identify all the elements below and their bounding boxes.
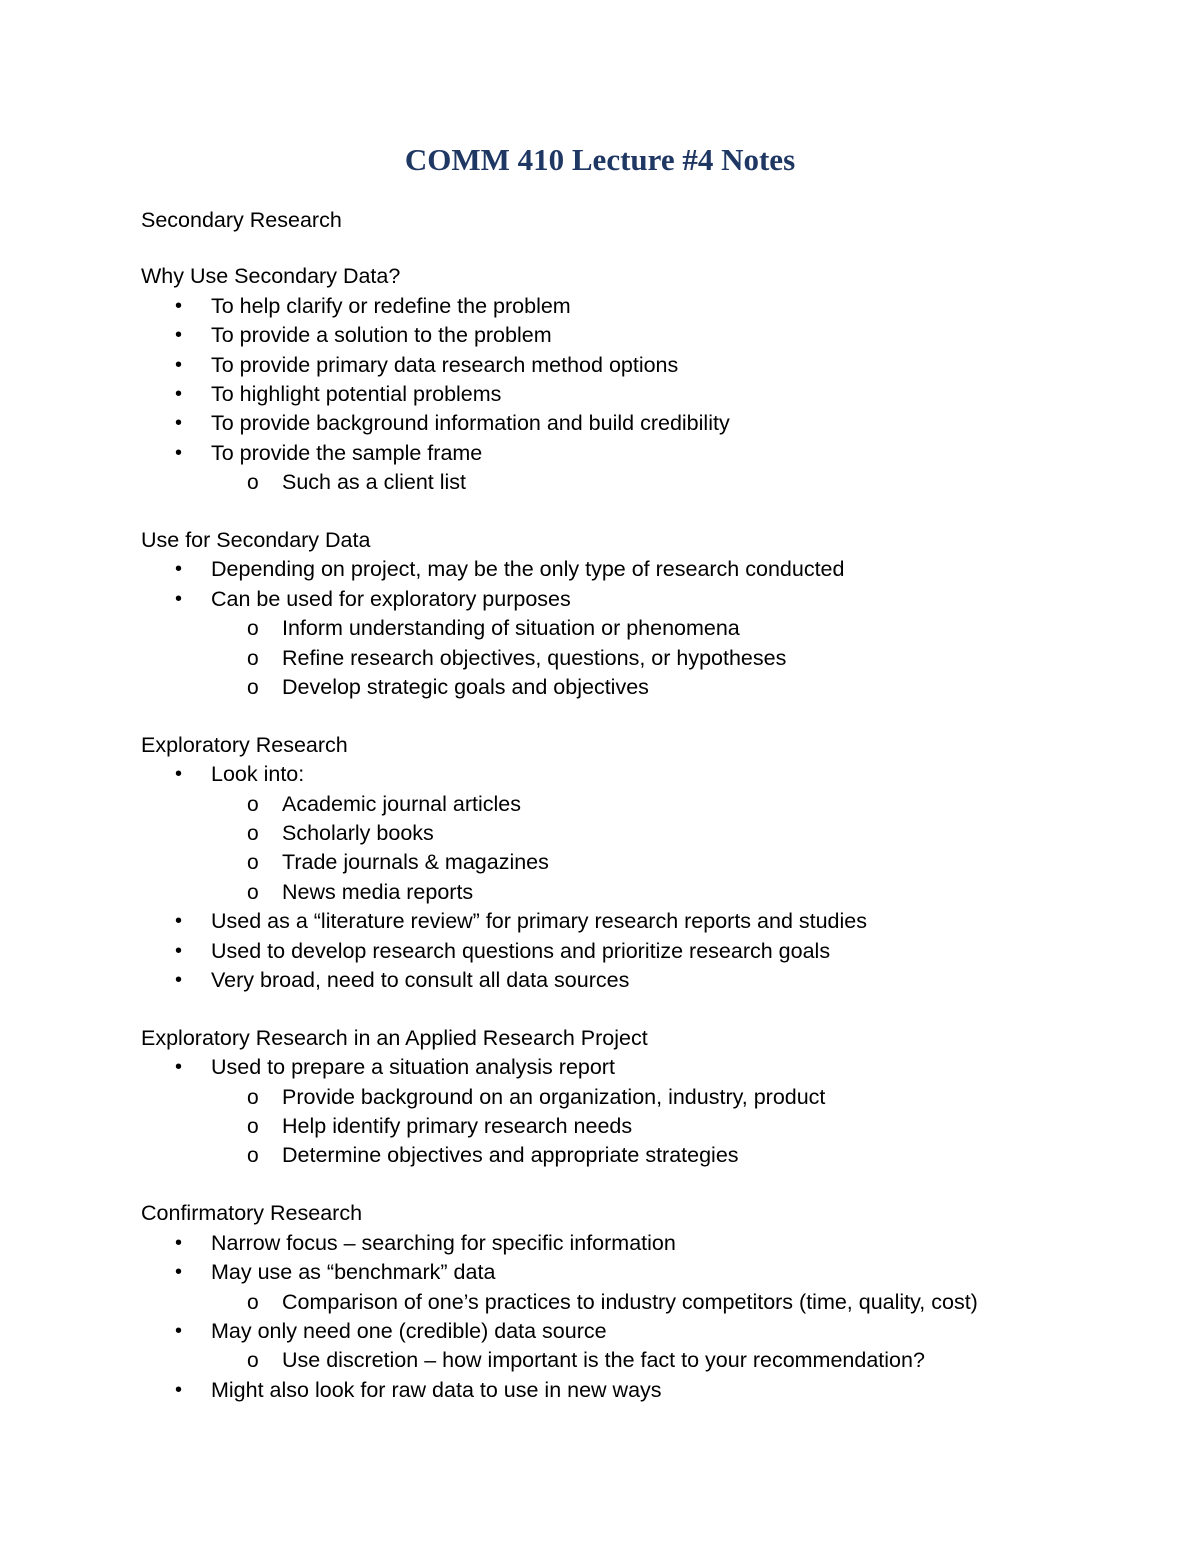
sub-bullet-marker: o	[247, 617, 259, 641]
bullet-marker: •	[175, 558, 183, 581]
bullet-marker: •	[175, 1231, 183, 1254]
list-item	[141, 555, 1141, 584]
sub-list-item	[141, 1346, 1141, 1375]
list-item	[141, 439, 1141, 468]
list-item-text: Refine research objectives, questions, or hypotheses	[282, 645, 787, 670]
section-heading: Exploratory Research	[141, 732, 348, 757]
list-item-text: Determine objectives and appropriate strategies	[282, 1143, 739, 1168]
sub-bullet-marker: o	[247, 851, 259, 875]
sub-bullet-marker: o	[247, 471, 259, 495]
sub-bullet-marker: o	[247, 1290, 259, 1314]
bullet-marker: •	[175, 353, 183, 376]
list-item	[141, 321, 1141, 350]
sub-list-item	[141, 468, 1141, 497]
list-item	[141, 351, 1141, 380]
list-item-text: To highlight potential problems	[211, 381, 502, 406]
list-item	[141, 409, 1141, 438]
list-item-text: Comparison of one’s practices to industry competitors (time, quality, cost)	[282, 1289, 978, 1314]
sub-bullet-marker: o	[247, 1085, 259, 1109]
section-heading: Why Use Secondary Data?	[141, 264, 401, 289]
bullet-marker: •	[175, 763, 183, 786]
sub-bullet-marker: o	[247, 1144, 259, 1168]
bullet-marker: •	[175, 939, 183, 962]
section-heading: Confirmatory Research	[141, 1201, 363, 1226]
bullet-marker: •	[175, 1319, 183, 1342]
list-item-text: Very broad, need to consult all data sources	[211, 967, 630, 992]
list-item-text: To help clarify or redefine the problem	[211, 293, 571, 318]
sub-list-item	[141, 673, 1141, 702]
sub-list-item	[141, 1288, 1141, 1317]
sub-list-item	[141, 1141, 1141, 1170]
list-item-text: News media reports	[282, 879, 474, 904]
list-item-text: May use as “benchmark” data	[211, 1260, 496, 1285]
list-item-text: Such as a client list	[282, 470, 467, 495]
sub-bullet-marker: o	[247, 822, 259, 846]
list-item-text: Used to develop research questions and prioritize research goals	[211, 938, 831, 963]
list-item-text: To provide primary data research method options	[211, 352, 679, 377]
list-item	[141, 966, 1141, 995]
sub-bullet-marker: o	[247, 792, 259, 816]
sub-bullet-marker: o	[247, 880, 259, 904]
section-heading: Exploratory Research in an Applied Research Project	[141, 1025, 648, 1050]
bullet-marker: •	[175, 324, 183, 347]
list-item-text: Inform understanding of situation or phenomena	[282, 616, 740, 641]
list-item	[141, 937, 1141, 966]
sub-list-item	[141, 1083, 1141, 1112]
list-item-text: Use discretion – how important is the fact to your recommendation?	[282, 1348, 925, 1373]
list-item-text: Scholarly books	[282, 821, 434, 846]
list-item-text: To provide the sample frame	[211, 440, 483, 465]
list-item	[141, 292, 1141, 321]
list-item	[141, 585, 1141, 614]
bullet-marker: •	[175, 412, 183, 435]
list-item-text: Narrow focus – searching for specific information	[211, 1230, 676, 1255]
bullet-marker: •	[175, 910, 183, 933]
list-item	[141, 380, 1141, 409]
sub-list-item	[141, 1112, 1141, 1141]
list-item-text: Depending on project, may be the only type of research conducted	[211, 557, 845, 582]
bullet-marker: •	[175, 441, 183, 464]
list-item-text: Might also look for raw data to use in new ways	[211, 1377, 662, 1402]
list-item	[141, 1053, 1141, 1082]
list-item-text: May only need one (credible) data source	[211, 1318, 607, 1343]
list-item-text: Used to prepare a situation analysis report	[211, 1055, 615, 1080]
bullet-marker: •	[175, 294, 183, 317]
list-item-text: To provide a solution to the problem	[211, 323, 552, 348]
sub-bullet-marker: o	[247, 1115, 259, 1139]
sub-list-item	[141, 614, 1141, 643]
list-item-text: Look into:	[211, 762, 305, 787]
list-item	[141, 1229, 1141, 1258]
sub-list-item	[141, 878, 1141, 907]
sub-list-item	[141, 790, 1141, 819]
list-item-text: Can be used for exploratory purposes	[211, 586, 571, 611]
list-item	[141, 1258, 1141, 1287]
sub-bullet-marker: o	[247, 675, 259, 699]
bullet-marker: •	[175, 382, 183, 405]
list-item-text: To provide background information and build credibility	[211, 411, 730, 436]
list-item-text: Help identify primary research needs	[282, 1114, 633, 1139]
list-item-text: Trade journals & magazines	[282, 850, 549, 875]
bullet-marker: •	[175, 1056, 183, 1079]
notes-body	[141, 206, 1141, 1405]
list-item-text: Used as a “literature review” for primary research reports and studies	[211, 909, 868, 934]
sub-bullet-marker: o	[247, 1349, 259, 1373]
section-heading: Use for Secondary Data	[141, 528, 371, 553]
sub-bullet-marker: o	[247, 646, 259, 670]
list-item	[141, 760, 1141, 789]
page-title: COMM 410 Lecture #4 Notes	[404, 142, 796, 177]
bullet-marker: •	[175, 587, 183, 610]
sub-list-item	[141, 644, 1141, 673]
list-item-text: Develop strategic goals and objectives	[282, 674, 649, 699]
list-item	[141, 907, 1141, 936]
bullet-marker: •	[175, 1378, 183, 1401]
sub-list-item	[141, 848, 1141, 877]
main-heading: Secondary Research	[141, 208, 342, 232]
bullet-marker: •	[175, 1261, 183, 1284]
list-item	[141, 1376, 1141, 1405]
list-item-text: Academic journal articles	[282, 791, 521, 816]
sub-list-item	[141, 819, 1141, 848]
list-item	[141, 1317, 1141, 1346]
bullet-marker: •	[175, 968, 183, 991]
list-item-text: Provide background on an organization, industry, product	[282, 1084, 826, 1109]
